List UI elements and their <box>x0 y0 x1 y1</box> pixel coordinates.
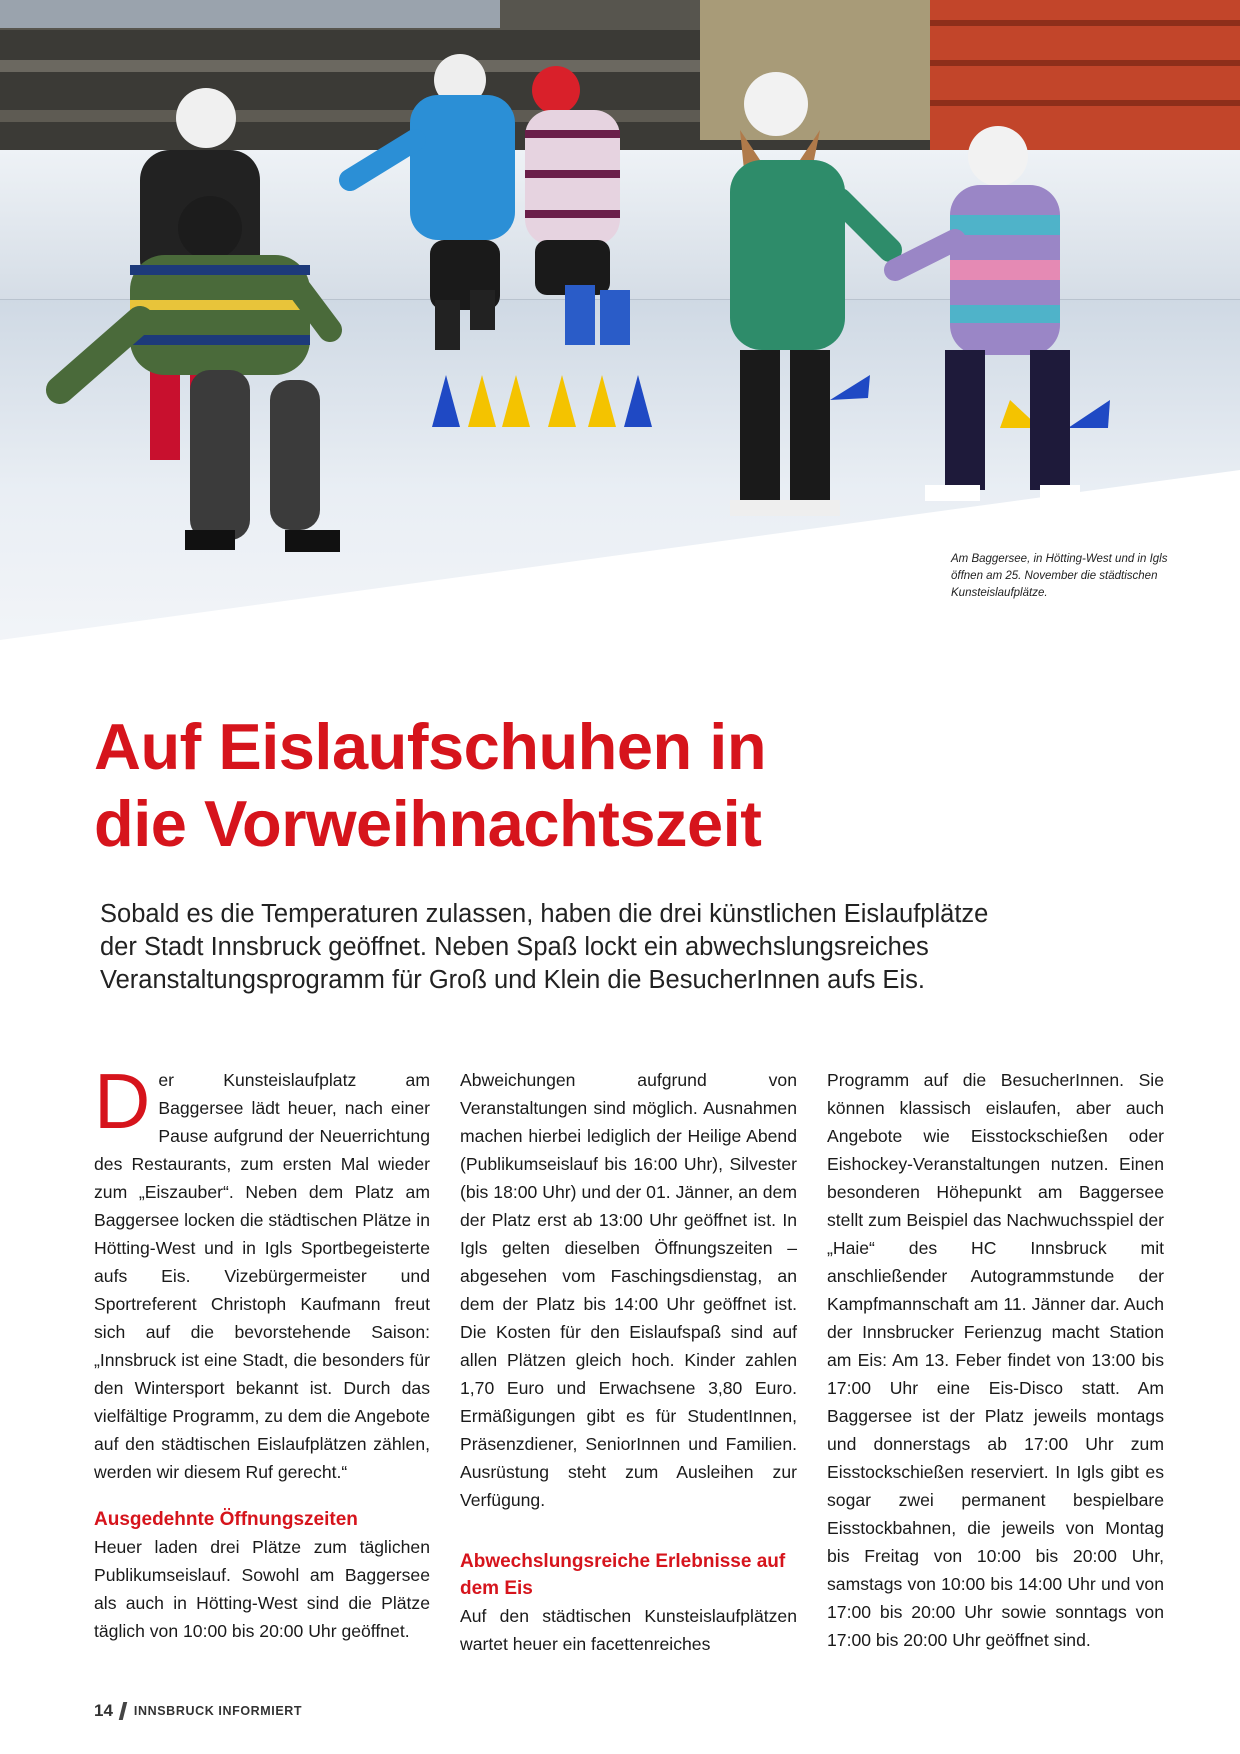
column-1-paragraph-2: Heuer laden drei Plätze zum täglichen Publikumseislauf. Sowohl am Baggersee als auch in Hötting-West sind die Plätze täglich von 10:00 bis 20:00 Uhr geöffnet. <box>94 1537 430 1641</box>
lead-line-2: der Stadt Innsbruck geöffnet. Neben Spaß lockt ein abwechslungsreiches <box>100 933 929 961</box>
magazine-name: INNSBRUCK INFORMIERT <box>133 1704 303 1718</box>
column-3-paragraph-1: Programm auf die BesucherInnen. Sie können klassisch eislaufen, aber auch Angebote wie Eisstockschießen oder Eishockey-Veranstaltungen nutzen. Einen besonderen Höhepunkt am Baggersee stellt zum Beispiel das Nachwuchsspiel der „Haie“ des HC Innsbruck mit anschließender Autogrammstunde der Kampfmannschaft am 11. Jänner dar. Auch der Innsbrucker Ferienzug macht Station am Eis: Am 13. Feber findet von 13:00 bis 17:00 Uhr eine Eis-Disco statt. Am Baggersee ist der Platz jeweils montags und donnerstags ab 17:00 Uhr zum Eisstockschießen reserviert. In Igls gibt es sogar zwei permanent bespielbare Eisstockbahnen, die jeweils von Montag bis Freitag von 10:00 bis 20:00 Uhr, samstags von 10:00 bis 14:00 Uhr und von 17:00 bis 20:00 Uhr sowie sonntags von 17:00 bis 20:00 Uhr geöffnet sind. <box>827 1070 1164 1650</box>
page-footer <box>94 1701 302 1721</box>
page-number: 14 <box>94 1701 113 1720</box>
lead-line-1: Sobald es die Temperaturen zulassen, haben die drei künstlichen Eislaufplätze <box>100 900 989 928</box>
column-1-paragraph-1 <box>94 1057 430 1486</box>
article-lead <box>100 898 1160 997</box>
title-line-1: Auf Eislaufschuhen in <box>94 710 767 783</box>
lead-line-3: Veranstaltungsprogramm für Groß und Klein die BesucherInnen aufs Eis. <box>100 966 925 994</box>
column-3 <box>827 1066 1164 1654</box>
column-2 <box>460 1066 797 1658</box>
column-1-text-1: er Kunsteislaufplatz am Baggersee lädt heuer, nach einer Pause aufgrund der Neuerrichtung des Restaurants, zum ersten Mal wieder zum „Eiszauber“. Neben dem Platz am Baggersee locken die städtischen Plätze in Hötting-West und in Igls Sportbegeisterte aufs Eis. Vizebürgermeister und Sportreferent Christoph Kaufmann freut sich auf die bevorstehende Saison: „Innsbruck ist eine Stadt, die besonders für den Wintersport bekannt ist. Durch das vielfältige Programm, zu dem die Angebote auf den städtischen Eislaufplätzen zählen, werden wir diesem Ruf gerecht.“ <box>94 1070 430 1482</box>
footer-divider <box>119 1702 127 1720</box>
column-2-paragraph-1: Abweichungen aufgrund von Veranstaltungen sind möglich. Ausnahmen machen hierbei lediglich der Heilige Abend (Publikumseislauf bis 16:00 Uhr), Silvester (bis 18:00 Uhr) und der 01. Jänner, an dem der Platz erst ab 13:00 Uhr geöffnet ist. In Igls gelten dieselben Öffnungszeiten – abgesehen vom Faschingsdienstag, an dem der Platz bis 14:00 Uhr geöffnet ist. Die Kosten für den Eislaufspaß sind auf allen Plätzen gleich hoch. Kinder zahlen 1,70 Euro und Erwachsene 3,80 Euro. Ermäßigungen gibt es für StudentInnen, Präsenzdiener, SeniorInnen und Familien. Ausrüstung steht zum Ausleihen zur Verfügung. <box>460 1070 797 1510</box>
article-title <box>94 708 1154 862</box>
column-2-paragraph-2: Auf den städtischen Kunsteislaufplätzen wartet heuer ein facettenreiches <box>460 1606 797 1654</box>
drop-cap: D <box>94 1057 151 1145</box>
title-line-2: die Vorweihnachtszeit <box>94 787 762 860</box>
column-2-heading: Abwechslungsreiche Erlebnisse auf dem Eis <box>460 1551 786 1599</box>
column-1 <box>94 1057 430 1645</box>
column-1-heading: Ausgedehnte Öffnungszeiten <box>94 1509 358 1530</box>
photo-caption: Am Baggersee, in Hötting-West und in Igls öffnen am 25. November die städtischen Kunsteislaufplätze. <box>951 553 1168 599</box>
